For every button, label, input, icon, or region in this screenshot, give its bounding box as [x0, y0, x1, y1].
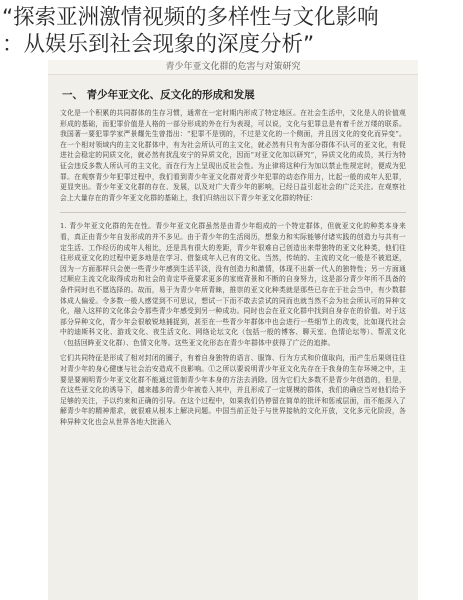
body-paragraph: 1. 青少年亚文化群的先在性。青少年亚文化群虽然是由青少年组成的一个特定群体，但就亚文化的种类本身来看，真正由青少年自发形成的并不多见。由于青少年的生活阅历，想象力和实际能够付诸实践的创造力与共有一定生活、工作经历的成年人相比，还是具有很大的差距，青少年很难自己创造出来带独特的亚文化种类，他们往往形成亚文化的过程中更多地是在学习、借鉴成年人已有的文化。当然，传统的、主流的文化一般是不被追逐，因为一方面那样只会使一些青少年感到生活平淡，没有创造力和激情，体现不出新一代人的独特性；另一方面通过顺应主流文化取得成功和社会的肯定毕竟要求更多的家庭背景和不断的自身努力，这是部分青少年所不具备的条件同时也不愿选择的。故而，易于为青少年所青睐，推崇的亚文化种类就是那些已存在于社会当中，有少数群体成人偏爱。令多数一般人感觉到不可思议，想试一下而不敢去尝试的同而也就当然不会为社会所认可的异种文化，融入这样的文化体会令那些青少年感受到另一种成功。同时也会在亚文化群中找到自身存在的价值。对于这部分异种文化，青少年会很敏锐地捕捉到，甚至在一些青少年群体中也会进行一些细节上的改变，比如现代社会中的迪斯科文化、游戏文化、夜生活文化、网络论坛文化（包括一般的博客、聊天室、色情论坛等）、帮派文化（包括回眸亚文化群）、色情文化等。这些亚文化形态在青少年群体中获得了广泛的追捧。: [60, 222, 406, 347]
headline-line-2: ：从娱乐到社会现象的深度分析”: [2, 32, 315, 57]
headline-line-1: “探索亚洲激情视频的多样性与文化影响: [2, 5, 379, 30]
body-paragraph: 文化是一个积累的共同群体的生存习惯，通常在一定时期内形成了特定地区。在社会生活中，文化是人的价值观形成的基础，而犯罪价值是人格的一部分形成的外在行为表现，可以说，文化与犯罪总是有着千丝万缕的联系。我国著一要犯罪学家严景耀先生曾指出：“犯罪不是别的，不过是文化的一个侧面，并且因文化的变化而异变”。在一个相对领域内的主文化群体中，有为社会所认可的主文化，就必然有只有为部分群体不认可的亚文化，有促进社会稳定的同质文化，就必然有扰乱安宁的异质文化，因而“对亚文化加以研究”，异质文化的成员，其行为特征会违反多数人所认可的主文化，而在行为上呈现出反社会性。为止律将这种行为加以禁止性规定时，便成为犯罪。在观察青少年犯罪过程中，我们看到青少年亚文化群对青少年犯罪的动态作用力，比起一般的成年人犯罪，更显突出。青少年亚文化群的存在、发展，以及对广大青少年的影响，已经日益引起社会的广泛关注。在观察社会上大量存在的青少年亚文化群的基础上，我们归纳出以下青少年亚文化群的特征：: [60, 109, 406, 202]
article-headline: [0, 0, 463, 58]
section-heading: 一、 青少年亚文化、反文化的形成和发展: [62, 89, 255, 101]
divider: [60, 212, 406, 213]
document-header: 青少年亚文化群的危害与对策研究: [48, 60, 418, 75]
scanned-document-image: [48, 60, 418, 600]
body-paragraph: 它们共同特征是形成了相对封闭的圈子，有着自身独特的语言、服饰、行为方式和价值取向，而产生后果则往往对青少年的身心健康与社会治安造成不良影响。①之所以要说明青少年亚文化先存在于我身的生存环境之中，主要是要阐明青少年亚文化群不能通过管制青少年本身的方法去消除。因为它们大多数不是青少年创造的，但是，在这些亚文化的诱导下，越来越多的青少年被卷入其中，并且形成了一定规模的群体，我们的确应当对他们给予足够的关注，予以约束和正确的引导。在这个过程中，如果我们仍停留在简单的批评和惩戒层面，而不能深入了解青少年的精神需求，就很难从根本上解决问题。中国当前正处于与世界接轨的文化开放，文化多元化阶段，各种异种文化也会从世界各地大批涌入: [60, 354, 406, 427]
